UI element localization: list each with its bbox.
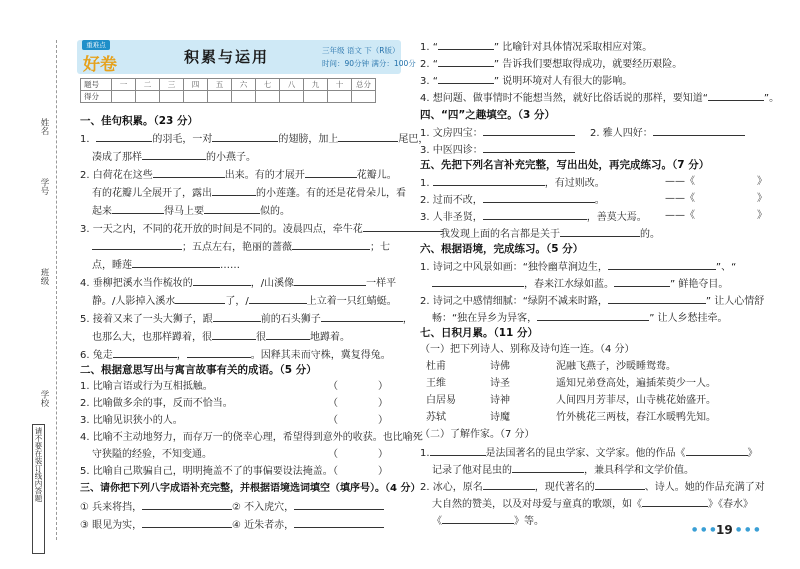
score-cell[interactable] bbox=[280, 91, 304, 103]
proverb-2: ② 不入虎穴， bbox=[232, 500, 384, 514]
answer-paren[interactable]: （ ） bbox=[328, 466, 388, 477]
idiom-item: 3. 比喻见识狭小的人。 bbox=[80, 415, 183, 426]
answer-blank[interactable] bbox=[204, 204, 260, 214]
answer-blank[interactable] bbox=[483, 193, 595, 203]
q5-line1: 5. 接着又来了一头大狮子，跟 前的石头狮子 ， bbox=[80, 314, 413, 325]
number-label: 学号 bbox=[39, 178, 49, 195]
idiom-item: 5. 比喻自己欺骗自己，明明掩盖不了的事偏要设法掩盖。 bbox=[80, 466, 333, 477]
poet-title[interactable]: 诗魔 bbox=[490, 412, 510, 423]
answer-blank[interactable] bbox=[433, 176, 545, 186]
poet-name[interactable]: 白居易 bbox=[426, 395, 456, 406]
score-header-cell: 五 bbox=[208, 79, 232, 91]
maxim-2: 2. 过而不改， 。 bbox=[420, 195, 605, 206]
page-dots-right: ● ● ● bbox=[736, 526, 761, 533]
class-label: 班级 bbox=[39, 268, 49, 285]
author-q1a: 1. 是法国著名的昆虫学家、文学家。他的作品《 》 bbox=[420, 448, 758, 459]
page-title: 积累与运用 bbox=[184, 48, 270, 66]
score-cell[interactable] bbox=[184, 91, 208, 103]
score-header-cell: 一 bbox=[112, 79, 136, 91]
score-cell[interactable] bbox=[304, 91, 328, 103]
r-q3: 3. “ ” 说明环境对人有很大的影响。 bbox=[420, 76, 633, 87]
answer-blank[interactable] bbox=[193, 276, 251, 286]
q1-line2: 凑成了那样 的小燕子。 bbox=[92, 152, 256, 163]
answer-paren[interactable]: （ ） bbox=[328, 449, 388, 460]
poem-ctx-1a: 1. 诗词之中风景如画：“独怜幽草涧边生， ”、“ bbox=[420, 262, 737, 273]
answer-paren[interactable]: （ ） bbox=[328, 415, 388, 426]
maxim-3-source: ——《 》 bbox=[665, 210, 767, 221]
poem-line[interactable]: 遥知兄弟登高处，遍插茱萸少一人。 bbox=[556, 378, 716, 389]
idiom-item: 守狭隘的经验，不知变通。 bbox=[92, 449, 212, 460]
time-info: 时间：90分钟 满分：100分 bbox=[322, 59, 416, 68]
answer-blank[interactable] bbox=[266, 330, 310, 340]
poem-ctx-2b: 畅：“独在异乡为异客， ” 让人乡愁挂牵。 bbox=[432, 313, 728, 324]
answer-blank[interactable] bbox=[294, 518, 384, 528]
answer-blank[interactable] bbox=[614, 277, 670, 287]
idiom-item: 4. 比喻不主动地努力，而存万一的侥幸心理，希望得到意外的收获。也比喻死 bbox=[80, 432, 423, 443]
score-header-cell: 七 bbox=[256, 79, 280, 91]
author-q2c: 《 》等。 bbox=[432, 516, 544, 527]
maxim-1-source: ——《 》 bbox=[665, 176, 767, 187]
answer-blank[interactable] bbox=[560, 227, 640, 237]
answer-blank[interactable] bbox=[686, 446, 748, 456]
brand-logo: 好卷 bbox=[83, 55, 117, 75]
score-cell[interactable] bbox=[136, 91, 160, 103]
poet-name[interactable]: 杜甫 bbox=[426, 361, 446, 372]
proverb-1: ① 兵来将挡， bbox=[80, 500, 232, 514]
maxim-note: 我发现上面的名言都是关于 的。 bbox=[440, 229, 660, 240]
answer-blank[interactable] bbox=[483, 143, 575, 153]
q2-line3: 起来 得马上要 似的。 bbox=[92, 206, 290, 217]
school-label: 学校 bbox=[39, 390, 49, 407]
answer-blank[interactable] bbox=[438, 57, 494, 67]
q2-line2: 有的花瓣儿全展开了，露出 的小莲蓬。有的还是花骨朵儿，看 bbox=[92, 188, 406, 199]
answer-blank[interactable] bbox=[249, 294, 307, 304]
section-6-title: 六、根据语境，完成练习。（5 分） bbox=[420, 243, 584, 255]
score-cell[interactable] bbox=[328, 91, 352, 103]
proverb-3: ③ 眼见为实， bbox=[80, 518, 232, 532]
maxim-1: 1. ，有过则改。 bbox=[420, 178, 605, 189]
q3-line1: 3. 一天之内，不同的花开放的时间是不同的。凌晨四点，牵牛花 bbox=[80, 222, 443, 236]
poem-line[interactable]: 人间四月芳菲尽，山寺桃花始盛开。 bbox=[556, 395, 716, 406]
score-header-cell: 六 bbox=[232, 79, 256, 91]
score-header-cell: 三 bbox=[160, 79, 184, 91]
idiom-item: 2. 比喻做多余的事，反而不恰当。 bbox=[80, 398, 233, 409]
answer-blank[interactable] bbox=[132, 258, 220, 268]
poem-line[interactable]: 竹外桃花三两枝，春江水暖鸭先知。 bbox=[556, 412, 716, 423]
answer-blank[interactable] bbox=[113, 348, 177, 358]
maxim-2-source: ——《 》 bbox=[665, 193, 767, 204]
answer-blank[interactable] bbox=[292, 240, 370, 250]
idiom-item: 1. 比喻言语或行为互相抵触。 bbox=[80, 381, 213, 392]
score-cell[interactable] bbox=[256, 91, 280, 103]
section-2-title: 二、根据意思写出与寓言故事有关的成语。（5 分） bbox=[80, 364, 317, 376]
answer-blank[interactable] bbox=[537, 311, 649, 321]
answer-blank[interactable] bbox=[483, 210, 587, 220]
answer-blank[interactable] bbox=[438, 40, 494, 50]
answer-blank[interactable] bbox=[212, 186, 256, 196]
answer-blank[interactable] bbox=[442, 514, 514, 524]
four-hobbies: 2. 雅人四好： bbox=[590, 126, 745, 140]
author-q1b: 记录了他对昆虫的 ，兼具科学和文学价值。 bbox=[432, 465, 694, 476]
answer-blank[interactable] bbox=[608, 260, 716, 270]
grade-info: 三年级 语文 下（R版） bbox=[322, 46, 400, 55]
page-number: 19 bbox=[716, 523, 733, 537]
author-q2a: 2. 冰心，原名 ，现代著名的 、诗人。她的作品充满了对 bbox=[420, 482, 765, 493]
q3-line3: 点，睡莲 …… bbox=[92, 260, 240, 271]
q2-line1: 2. 白荷花在这些 出来。有的才展开 花瓣儿。 bbox=[80, 170, 397, 181]
answer-blank[interactable] bbox=[642, 497, 708, 507]
answer-blank[interactable] bbox=[483, 126, 575, 136]
poem-ctx-2a: 2. 诗词之中感情细腻：“绿阴不减来时路， ” 让人心情舒 bbox=[420, 296, 765, 307]
poet-title[interactable]: 诗神 bbox=[490, 395, 510, 406]
score-header-cell: 题号 bbox=[81, 79, 112, 91]
poet-title[interactable]: 诗佛 bbox=[490, 361, 510, 372]
answer-blank[interactable] bbox=[92, 240, 182, 250]
score-cell[interactable] bbox=[160, 91, 184, 103]
answer-blank[interactable] bbox=[438, 74, 494, 84]
section-5-title: 五、先把下列名言补充完整，写出出处，再完成练习。（7 分） bbox=[420, 159, 710, 171]
poet-name[interactable]: 苏轼 bbox=[426, 412, 446, 423]
score-row-label: 得分 bbox=[81, 91, 112, 103]
answer-blank[interactable] bbox=[483, 480, 535, 490]
answer-blank[interactable] bbox=[212, 132, 278, 142]
q5-line2: 也那么大，也那样蹲着，很 很 地蹲着。 bbox=[92, 332, 350, 343]
answer-blank[interactable] bbox=[153, 168, 225, 178]
author-q2b: 大自然的赞美，以及对母爱与童真的歌颂，如《 》《春水》 bbox=[432, 499, 753, 510]
four-diagnosis: 3. 中医四诊： bbox=[420, 143, 575, 157]
proverb-4: ④ 近朱者赤， bbox=[232, 518, 384, 532]
answer-blank[interactable] bbox=[708, 91, 764, 101]
section-4-title: 四、“四”之趣填空。（3 分） bbox=[420, 109, 556, 121]
binding-notice-box bbox=[32, 424, 45, 554]
answer-blank[interactable] bbox=[305, 168, 357, 178]
answer-blank[interactable] bbox=[432, 277, 524, 287]
answer-blank[interactable] bbox=[142, 518, 232, 528]
score-cell[interactable] bbox=[112, 91, 136, 103]
logo-tag: 重难点 bbox=[82, 40, 110, 50]
answer-blank[interactable] bbox=[142, 500, 232, 510]
answer-blank[interactable] bbox=[294, 276, 366, 286]
s7-part1-title: （一）把下列诗人、别称及诗句连一连。（4 分） bbox=[420, 344, 635, 355]
answer-blank[interactable] bbox=[187, 348, 251, 358]
answer-blank[interactable] bbox=[112, 204, 164, 214]
answer-blank[interactable] bbox=[338, 132, 398, 142]
page-dots-left: ● ● ● bbox=[692, 526, 717, 533]
q4-line2: 静。/人影掉入溪水 了，/ 上立着一只红蜻蜓。 bbox=[92, 296, 397, 307]
score-cell[interactable] bbox=[208, 91, 232, 103]
poem-line[interactable]: 泥融飞燕子，沙暖睡鸳鸯。 bbox=[556, 361, 676, 372]
answer-blank[interactable] bbox=[96, 132, 152, 142]
score-header-cell: 总分 bbox=[352, 79, 376, 91]
score-header-cell: 十 bbox=[328, 79, 352, 91]
score-header-cell: 四 bbox=[184, 79, 208, 91]
maxim-3: 3. 人非圣贤， ，善莫大焉。 bbox=[420, 212, 647, 223]
answer-paren[interactable]: （ ） bbox=[328, 381, 388, 392]
q4-line1: 4. 垂柳把溪水当作梳妆的 ，/山溪像 一样平 bbox=[80, 278, 397, 289]
answer-blank[interactable] bbox=[321, 312, 403, 322]
name-label: 姓名 bbox=[39, 118, 49, 135]
section-1-title: 一、佳句积累。（23 分） bbox=[80, 115, 199, 127]
answer-blank[interactable] bbox=[212, 330, 256, 340]
answer-blank[interactable] bbox=[294, 500, 384, 510]
r-q4: 4. 想问题、做事情时不能想当然，就好比俗话说的那样，要知道“ ”。 bbox=[420, 93, 780, 104]
binding-notice: 请不要在装订线内答题 bbox=[34, 427, 43, 502]
answer-blank[interactable] bbox=[142, 150, 206, 160]
q3-line2: ；五点左右，艳丽的蔷薇 ；七 bbox=[92, 240, 390, 254]
binding-line bbox=[56, 40, 57, 540]
section-7-title: 七、日积月累。（11 分） bbox=[420, 327, 539, 339]
score-cell[interactable] bbox=[232, 91, 256, 103]
q6-line: 6. 兔走 ， 。因释其耒而守株，冀复得兔。 bbox=[80, 350, 391, 361]
poem-ctx-1b: ，春来江水绿如蓝。 ” 鲜艳夺目。 bbox=[432, 277, 728, 291]
r-q2: 2. “ ” 告诉我们要想取得成功，就要经历艰险。 bbox=[420, 59, 683, 70]
answer-paren[interactable]: （ ） bbox=[328, 398, 388, 409]
score-header-cell: 二 bbox=[136, 79, 160, 91]
answer-blank[interactable] bbox=[608, 294, 706, 304]
answer-blank[interactable] bbox=[175, 294, 225, 304]
score-cell[interactable] bbox=[352, 91, 376, 103]
r-q1: 1. “ ” 比喻针对具体情况采取相应对策。 bbox=[420, 42, 653, 53]
score-header-cell: 九 bbox=[304, 79, 328, 91]
answer-blank[interactable] bbox=[595, 480, 645, 490]
q1-line1: 1． 的羽毛，一对 的翅膀，加上 尾巴， bbox=[80, 134, 429, 145]
answer-blank[interactable] bbox=[213, 312, 261, 322]
score-header-cell: 八 bbox=[280, 79, 304, 91]
answer-blank[interactable] bbox=[430, 446, 486, 456]
answer-blank[interactable] bbox=[512, 463, 584, 473]
poet-title[interactable]: 诗圣 bbox=[490, 378, 510, 389]
section-3-title: 三、请你把下列八字成语补充完整，并根据语境选词填空（填序号）。（4 分） bbox=[80, 483, 421, 494]
four-treasures: 1. 文房四宝： bbox=[420, 126, 575, 140]
score-table bbox=[80, 78, 376, 103]
s7-part2-title: （二）了解作家。（7 分） bbox=[420, 429, 535, 440]
answer-blank[interactable] bbox=[653, 126, 745, 136]
poet-name[interactable]: 王维 bbox=[426, 378, 446, 389]
